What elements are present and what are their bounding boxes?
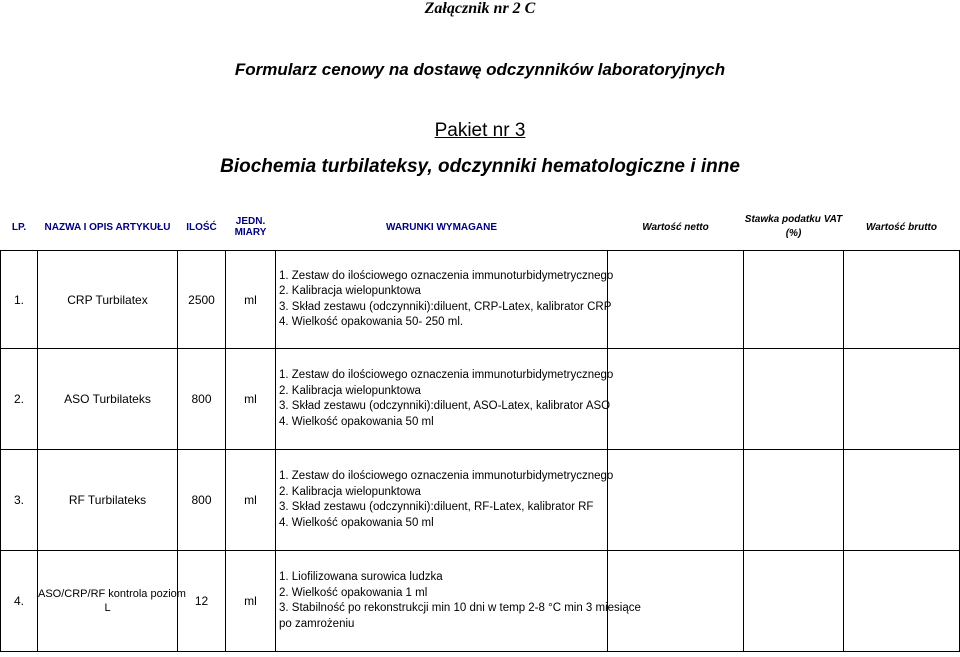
row-lp: 2.	[1, 349, 38, 450]
row-conditions	[276, 349, 614, 450]
col-header-qty: ILOŚĆ	[186, 221, 217, 233]
condition-line: 4. Wielkość opakowania 50 ml	[279, 415, 434, 428]
col-header-lp: LP.	[11, 221, 27, 233]
condition-line: 2. Kalibracja wielopunktowa	[279, 384, 421, 397]
row-unit: ml	[226, 450, 276, 551]
row-name-line2: L	[104, 602, 111, 614]
condition-line: 2. Wielkość opakowania 1 ml	[279, 586, 428, 599]
table-row	[1, 450, 960, 551]
col-header-vat	[744, 204, 844, 251]
condition-line: 1. Zestaw do ilościowego oznaczenia immunoturbidymetrycznego	[279, 269, 614, 282]
row-gross-cell[interactable]	[844, 251, 960, 349]
condition-line: 3. Skład zestawu (odczynniki):diluent, CRP-Latex, kalibrator CRP	[279, 300, 612, 313]
row-conditions	[276, 450, 614, 551]
row-conditions	[276, 551, 641, 652]
row-qty: 12	[178, 551, 226, 652]
condition-line: 4. Wielkość opakowania 50- 250 ml.	[279, 316, 464, 328]
row-unit: ml	[226, 349, 276, 450]
col-header-name: NAZWA I OPIS ARTYKUŁU	[44, 221, 171, 233]
row-name-line1: ASO/CRP/RF kontrola poziom	[38, 588, 186, 600]
annex-label: Załącznik nr 2 C	[424, 0, 536, 17]
row-qty: 2500	[178, 251, 226, 349]
row-lp: 1.	[1, 251, 38, 349]
row-unit: ml	[226, 551, 276, 652]
row-vat-cell[interactable]	[744, 450, 844, 551]
condition-line: 3. Skład zestawu (odczynniki):diluent, ASO-Latex, kalibrator ASO	[279, 400, 611, 412]
row-vat-cell[interactable]	[744, 551, 844, 652]
row-unit: ml	[226, 251, 276, 349]
price-table	[0, 204, 960, 652]
col-header-conditions: WARUNKI WYMAGANE	[385, 221, 498, 233]
col-header-unit: JEDN. MIARY	[234, 216, 267, 238]
row-lp: 3.	[1, 450, 38, 551]
row-vat-cell[interactable]	[744, 251, 844, 349]
condition-line: 2. Kalibracja wielopunktowa	[279, 485, 421, 498]
col-header-vat-line2: (%)	[785, 228, 802, 239]
condition-line: 2. Kalibracja wielopunktowa	[279, 285, 421, 297]
package-label: Pakiet nr 3	[434, 120, 526, 141]
condition-line: 1. Zestaw do ilościowego oznaczenia immunoturbidymetrycznego	[279, 470, 614, 482]
condition-line: 3. Skład zestawu (odczynniki):diluent, RF-Latex, kalibrator RF	[279, 501, 594, 513]
table-row	[1, 349, 960, 450]
row-name: CRP Turbilatex	[38, 251, 178, 349]
row-gross-cell[interactable]	[844, 450, 960, 551]
row-lp: 4.	[1, 551, 38, 652]
row-net-cell[interactable]	[608, 251, 744, 349]
row-name	[38, 551, 186, 652]
col-header-vat-line1: Stawka podatku VAT	[744, 214, 843, 225]
row-name: ASO Turbilateks	[38, 349, 178, 450]
row-name: RF Turbilateks	[38, 450, 178, 551]
condition-line: 1. Liofilizowana surowica ludzka	[279, 571, 443, 583]
col-header-gross: Wartość brutto	[866, 221, 937, 233]
condition-line: 3. Stabilność po rekonstrukcji min 10 dni w temp 2-8 °C min 3 miesiące	[279, 602, 641, 614]
row-gross-cell[interactable]	[844, 349, 960, 450]
table-header-row	[1, 204, 960, 251]
package-subtitle: Biochemia turbilateksy, odczynniki hematologiczne i inne	[220, 156, 740, 177]
condition-line: 4. Wielkość opakowania 50 ml	[279, 516, 434, 529]
col-header-net: Wartość netto	[642, 221, 709, 233]
row-qty: 800	[178, 349, 226, 450]
condition-line: 1. Zestaw do ilościowego oznaczenia immunoturbidymetrycznego	[279, 369, 614, 381]
document-title: Formularz cenowy na dostawę odczynników laboratoryjnych	[234, 60, 726, 79]
row-net-cell[interactable]	[608, 450, 744, 551]
package-heading	[0, 120, 960, 142]
row-gross-cell[interactable]	[844, 551, 960, 652]
row-vat-cell[interactable]	[744, 349, 844, 450]
row-qty: 800	[178, 450, 226, 551]
condition-line: po zamrożeniu	[279, 617, 355, 630]
row-net-cell[interactable]	[608, 349, 744, 450]
row-net-cell[interactable]	[608, 551, 744, 652]
table-row	[1, 551, 960, 652]
table-row	[1, 251, 960, 349]
row-conditions	[276, 251, 614, 349]
